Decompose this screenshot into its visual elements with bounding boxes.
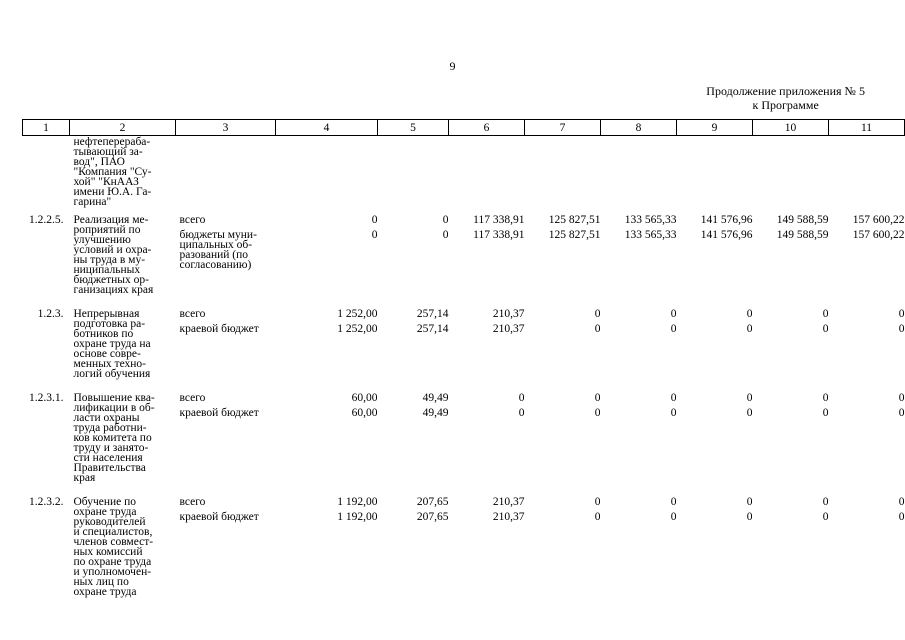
name-line: гарина" [73,196,112,208]
empty-cell [525,136,601,208]
value-cell [525,301,601,385]
amount-value: 133 565,33 [624,229,677,241]
funding-source [180,408,276,418]
value-cell [753,207,829,301]
value-cell [525,207,601,301]
source-line: краевой бюджет [179,323,259,335]
name-line: ков комитета по [73,432,152,444]
source-line: ципальных об- [179,239,253,251]
name-line: охране труда [73,586,137,598]
amount-value: 60,00 [351,407,378,419]
amount-value: 0 [822,323,829,335]
amount-value: 0 [670,392,677,404]
source-line: всего [179,308,206,320]
value-cell [601,489,677,603]
amount-value: 0 [746,496,753,508]
column-header: 11 [829,120,905,136]
column-header: 3 [176,120,276,136]
name-line: ных комиссий [73,546,143,558]
name-line: вод", ПАО [73,156,125,168]
amount-value: 1 192,00 [337,496,378,508]
item-name [70,301,176,385]
name-line: и специалистов, [73,526,153,538]
name-line: руководителей [73,516,146,528]
name-line: труду и занято- [73,442,149,454]
column-header: 5 [378,120,449,136]
value-cell [677,385,753,489]
name-line: членов совмест- [73,536,154,548]
column-header: 4 [276,120,378,136]
name-line: ганизациях края [73,284,154,296]
amount-value: 0 [594,323,601,335]
source-line: бюджеты муни- [179,229,257,241]
value-cell [449,301,525,385]
code-cell [23,136,70,208]
empty-cell [753,136,829,208]
amount-value: 0 [822,407,829,419]
amount-value: 0 [746,308,753,320]
amount-value: 210,37 [492,323,525,335]
name-line: условий и охра- [73,244,152,256]
name-line: ласти охраны [73,412,140,424]
amount-value: 0 [594,392,601,404]
amount-value: 210,37 [492,308,525,320]
amount-value: 0 [670,496,677,508]
amount-value: 0 [594,308,601,320]
amount-value: 141 576,96 [700,214,753,226]
amount-value: 0 [670,511,677,523]
column-header: 6 [449,120,525,136]
amount-value: 1 252,00 [337,323,378,335]
table-row [23,385,905,489]
amount-value: 0 [442,229,449,241]
column-header: 7 [525,120,601,136]
amount-value: 210,37 [492,511,525,523]
name-line: сти населения [73,452,143,464]
item-name [70,385,176,489]
amount-value: 0 [822,308,829,320]
amount-value: 125 827,51 [548,229,601,241]
name-line: основе совре- [73,348,141,360]
table-row [23,489,905,603]
empty-cell [829,136,905,208]
value-cell [276,301,378,385]
source-line: согласованию) [179,259,252,271]
value-cell [378,385,449,489]
name-line: нефтеперераба- [73,136,151,148]
amount-value: 149 588,59 [776,214,829,226]
table-row [23,207,905,301]
name-line: улучшению [73,234,131,246]
name-line: ботников по [73,328,134,340]
item-name [70,489,176,603]
amount-value: 0 [442,214,449,226]
empty-cell [378,136,449,208]
item-code: 1.2.3.2. [29,496,64,508]
amount-value: 0 [371,214,378,226]
value-cell [449,489,525,603]
value-cell [449,385,525,489]
amount-value: 0 [594,407,601,419]
amount-value: 1 192,00 [337,511,378,523]
amount-value: 0 [371,229,378,241]
source-line: разований (по [179,249,249,261]
funding-source [180,215,276,225]
name-cell [70,136,176,208]
column-header: 8 [601,120,677,136]
name-line: Обучение по [73,496,137,508]
funding-source [180,497,276,507]
amount-value: 49,49 [422,407,449,419]
name-line: по охране труда [73,556,152,568]
empty-cell [601,136,677,208]
amount-value: 0 [746,392,753,404]
value-cell [829,207,905,301]
name-line: имени Ю.А. Га- [73,186,152,198]
name-line: тывающий за- [73,146,143,158]
name-line: ниципальных [73,264,141,276]
name-line: роприятий по [73,224,141,236]
amount-value: 0 [822,511,829,523]
amount-value: 207,65 [416,496,449,508]
name-line: бюджетных ор- [73,274,149,286]
value-cell [753,301,829,385]
value-cell [601,207,677,301]
amount-value: 0 [898,511,905,523]
value-cell [829,489,905,603]
appendix-caption [706,84,865,112]
column-header: 10 [753,120,829,136]
amount-value: 0 [822,496,829,508]
source-line: всего [179,496,206,508]
value-cell [677,301,753,385]
source-line: всего [179,392,206,404]
amount-value: 0 [822,392,829,404]
amount-value: 0 [746,323,753,335]
value-cell [276,385,378,489]
item-code: 1.2.3. [37,308,64,320]
value-cell [378,489,449,603]
source-line: краевой бюджет [179,407,259,419]
name-line: края [73,472,96,484]
value-cell [677,489,753,603]
value-cell [753,385,829,489]
name-line: Непрерывная [73,308,140,320]
value-cell [601,301,677,385]
amount-value: 0 [746,511,753,523]
name-line: логий обучения [73,368,151,380]
amount-value: 0 [670,407,677,419]
amount-value: 0 [898,392,905,404]
name-line: "Компания "Су- [73,166,152,178]
source-line: краевой бюджет [179,511,259,523]
amount-value: 0 [594,496,601,508]
amount-value: 210,37 [492,496,525,508]
source-line: всего [179,214,206,226]
amount-value: 0 [898,407,905,419]
value-cell [525,385,601,489]
amount-value: 0 [670,323,677,335]
name-line: хой" "КнААЗ [73,176,139,188]
amount-value: 117 338,91 [473,229,525,241]
amount-value: 0 [518,392,525,404]
amount-value: 0 [746,407,753,419]
funding-source-cell [176,301,276,385]
item-code: 1.2.3.1. [29,392,64,404]
empty-cell [677,136,753,208]
funding-source [180,309,276,319]
amount-value: 0 [670,308,677,320]
amount-value: 60,00 [351,392,378,404]
value-cell [449,207,525,301]
continuation-row [23,136,905,208]
empty-cell [176,136,276,208]
funding-source [180,512,276,522]
value-cell [601,385,677,489]
amount-value: 141 576,96 [700,229,753,241]
page-number: 9 [449,59,456,73]
name-line: ных лиц по [73,576,129,588]
amount-value: 207,65 [416,511,449,523]
funding-source [180,393,276,403]
name-line: труда работни- [73,422,147,434]
name-line: Правительства [73,462,146,474]
amount-value: 0 [518,407,525,419]
column-number-row [23,120,905,136]
amount-value: 157 600,22 [852,229,905,241]
amount-value: 133 565,33 [624,214,677,226]
table-row [23,301,905,385]
empty-cell [449,136,525,208]
value-cell [378,301,449,385]
name-line: охране труда на [73,338,151,350]
value-cell [829,301,905,385]
funding-source [180,324,276,334]
amount-value: 0 [898,323,905,335]
column-header: 9 [677,120,753,136]
amount-value: 0 [594,511,601,523]
amount-value: 257,14 [416,323,449,335]
value-cell [677,207,753,301]
column-header: 1 [23,120,70,136]
funding-source-cell [176,489,276,603]
amount-value: 0 [898,308,905,320]
funding-source-cell [176,385,276,489]
name-line: Повышение ква- [73,392,155,404]
amount-value: 117 338,91 [473,214,525,226]
amount-value: 257,14 [416,308,449,320]
funding-source [180,230,276,270]
amount-value: 0 [898,496,905,508]
value-cell [753,489,829,603]
value-cell [378,207,449,301]
value-cell [829,385,905,489]
name-line: подготовка ра- [73,318,146,330]
value-cell [276,489,378,603]
appendix-line: Продолжение приложения № 5 [706,84,865,98]
amount-value: 49,49 [422,392,449,404]
name-line: Реализация ме- [73,214,149,226]
empty-cell [276,136,378,208]
value-cell [525,489,601,603]
value-cell [276,207,378,301]
appendix-line: к Программе [752,98,819,112]
name-line: охране труда [73,506,137,518]
amount-value: 1 252,00 [337,308,378,320]
item-code: 1.2.2.5. [29,214,64,226]
amount-value: 149 588,59 [776,229,829,241]
name-line: менных техно- [73,358,147,370]
program-table [22,119,905,603]
column-header: 2 [70,120,176,136]
amount-value: 157 600,22 [852,214,905,226]
item-name [70,207,176,301]
amount-value: 125 827,51 [548,214,601,226]
name-line: ны труда в му- [73,254,146,266]
name-line: и уполномочен- [73,566,152,578]
name-line: лификации в об- [73,402,155,414]
funding-source-cell [176,207,276,301]
